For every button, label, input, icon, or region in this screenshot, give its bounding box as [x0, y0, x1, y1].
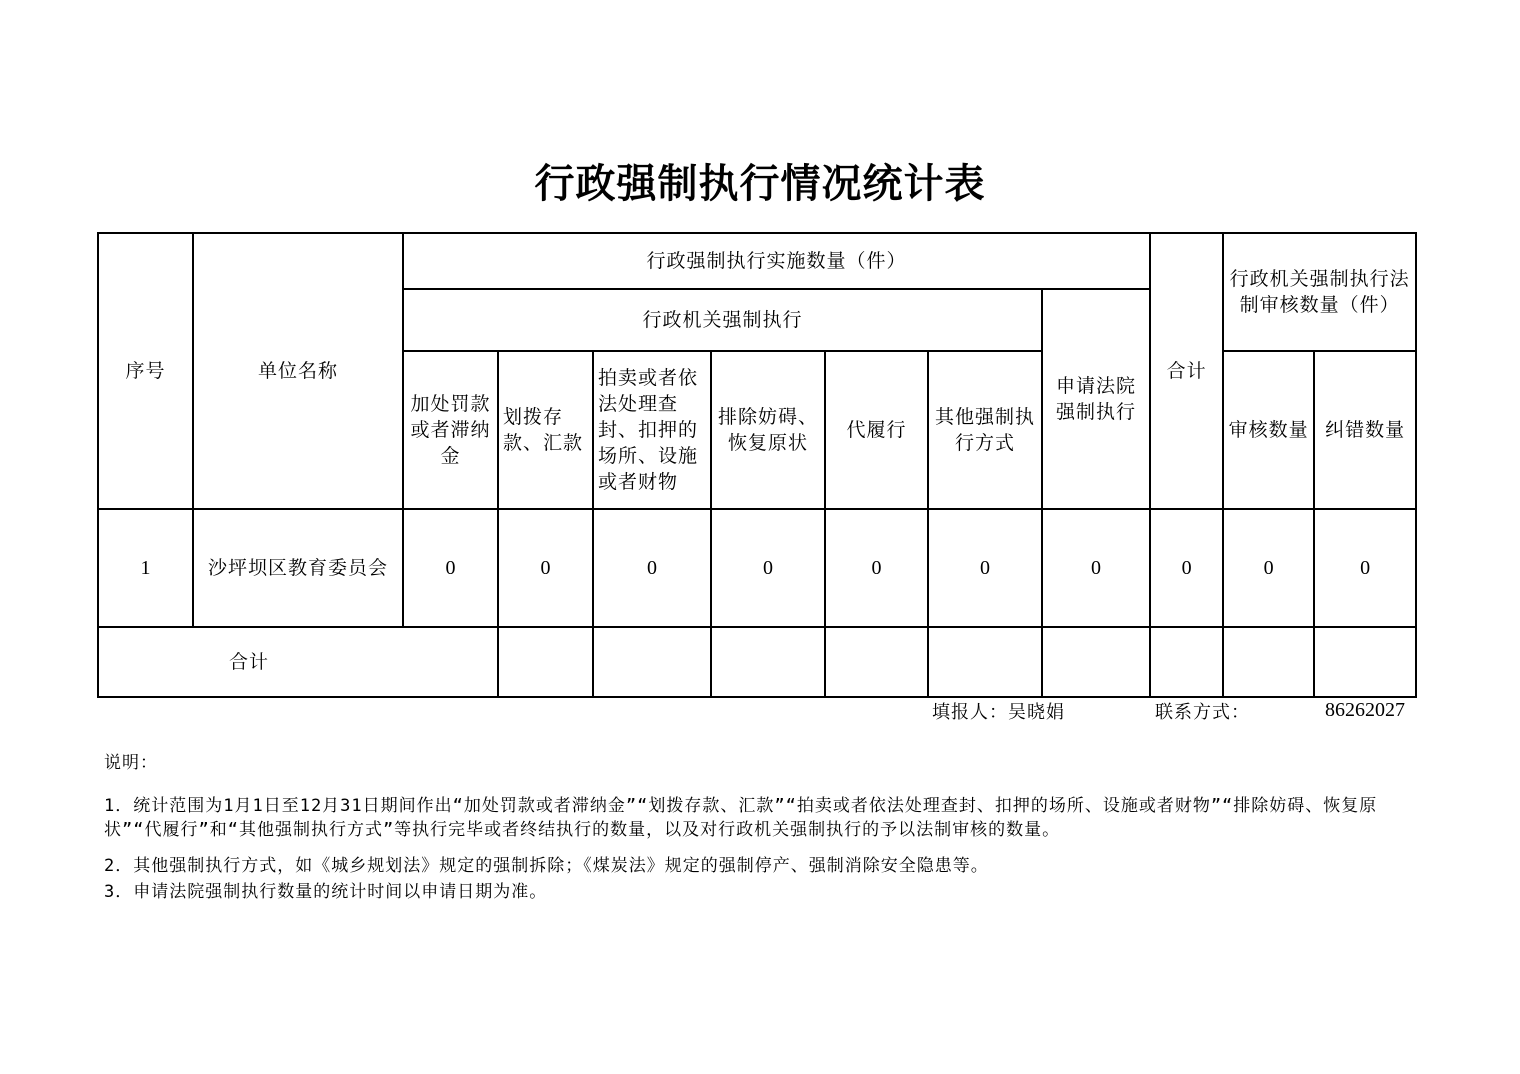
header-total: 合计	[1150, 233, 1223, 509]
total-total	[1150, 627, 1223, 697]
row-review-count: 0	[1223, 509, 1314, 627]
row-total: 0	[1150, 509, 1223, 627]
row-remove: 0	[711, 509, 825, 627]
header-transfer: 划拨存款、汇款	[498, 351, 593, 509]
total-row-label: 合计	[98, 627, 498, 697]
total-court	[1042, 627, 1150, 697]
header-admin-group: 行政机关强制执行	[403, 289, 1042, 351]
contact-value: 86262027	[1325, 699, 1405, 721]
total-row	[98, 627, 1416, 697]
notes-section	[104, 752, 1414, 916]
total-transfer	[498, 627, 593, 697]
header-other: 其他强制执行方式	[928, 351, 1042, 509]
row-substitute: 0	[825, 509, 928, 627]
notes-heading: 说明：	[104, 753, 158, 773]
row-unit-name: 沙坪坝区教育委员会	[193, 509, 403, 627]
row-fine: 0	[403, 509, 498, 627]
header-substitute: 代履行	[825, 351, 928, 509]
table-row	[98, 509, 1416, 627]
header-fine: 加处罚款或者滞纳金	[403, 351, 498, 509]
header-review-count: 审核数量	[1223, 351, 1314, 509]
note-item-1: 1．统计范围为1月1日至12月31日期间作出“加处罚款或者滞纳金”“划拨存款、汇款”“拍卖或者依法处理查封、扣押的场所、设施或者财物”“排除妨碍、恢复原状”“代履行”和“其他强制执行方式”等执行完毕或者终结执行的数量，以及对行政机关强制执行的予以法制审核的数量。	[104, 796, 1378, 840]
header-correction-count: 纠错数量	[1314, 351, 1416, 509]
row-correction-count: 0	[1314, 509, 1416, 627]
total-remove	[711, 627, 825, 697]
page-title: 行政强制执行情况统计表	[534, 160, 986, 207]
total-review-count	[1223, 627, 1314, 697]
statistics-table	[97, 232, 1417, 698]
header-review-group: 行政机关强制执行法制审核数量（件）	[1223, 233, 1416, 351]
note-item-2: 2．其他强制执行方式，如《城乡规划法》规定的强制拆除；《煤炭法》规定的强制停产、强制消除安全隐患等。	[104, 856, 989, 876]
total-auction	[593, 627, 711, 697]
row-court: 0	[1042, 509, 1150, 627]
total-correction-count	[1314, 627, 1416, 697]
header-court: 申请法院强制执行	[1042, 289, 1150, 509]
note-item-3: 3．申请法院强制执行数量的统计时间以申请日期为准。	[104, 882, 548, 902]
row-auction: 0	[593, 509, 711, 627]
total-substitute	[825, 627, 928, 697]
contact-label: 联系方式：	[1155, 702, 1250, 723]
header-implementation-group: 行政强制执行实施数量（件）	[403, 233, 1150, 289]
row-seq: 1	[98, 509, 193, 627]
filler-name: 填报人：吴晓娟	[932, 702, 1065, 723]
total-other	[928, 627, 1042, 697]
header-remove: 排除妨碍、恢复原状	[711, 351, 825, 509]
header-auction: 拍卖或者依法处理查封、扣押的场所、设施或者财物	[593, 351, 711, 509]
row-transfer: 0	[498, 509, 593, 627]
header-seq: 序号	[98, 233, 193, 509]
row-other: 0	[928, 509, 1042, 627]
header-unit-name: 单位名称	[193, 233, 403, 509]
